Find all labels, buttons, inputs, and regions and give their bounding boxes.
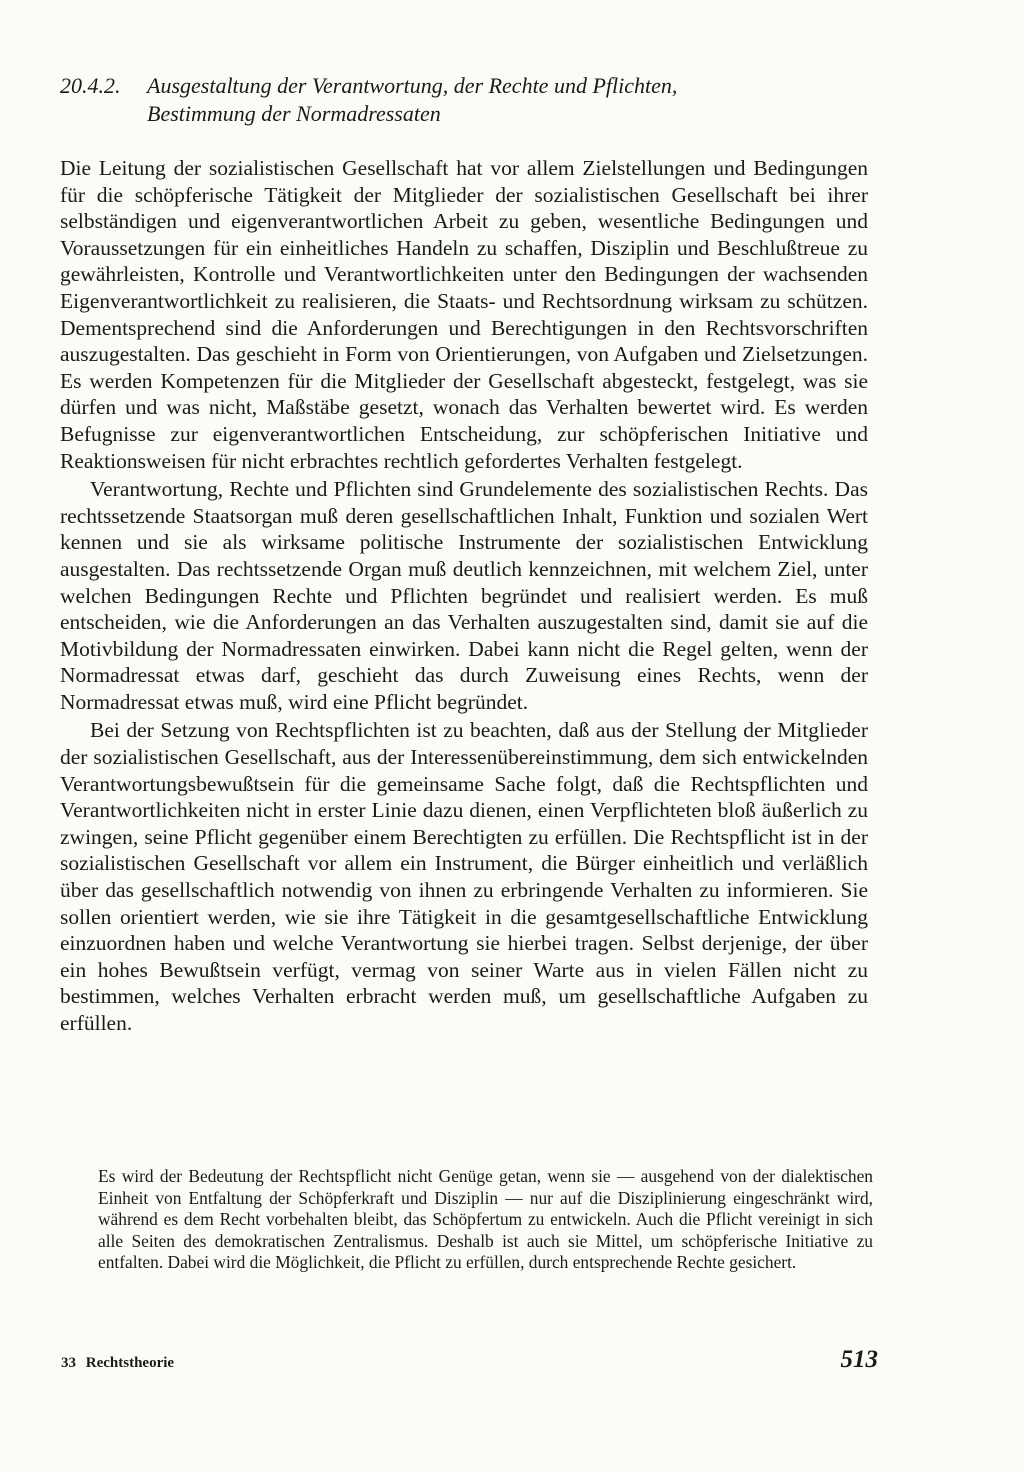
footer-signature [61,1355,174,1372]
section-title-line-1: Ausgestaltung der Verantwortung, der Rechte und Pflichten, [147,73,678,98]
book-title: Rechtstheorie [85,1355,175,1371]
page-number: 513 [840,1346,878,1373]
paragraph: Die Leitung der sozialistischen Gesellschaft hat vor allem Zielstellungen und Bedingungen für die schöpferische Tätigkeit der Mitglieder der sozialistischen Gesellschaft bei ihrer selbständigen und eigenverantwortlichen Arbeit zu geben, wesentliche Bedingungen und Voraussetzungen für ein einheitliches Handeln zu schaffen, Disziplin und Beschlußtreue zu gewährleisten, Kontrolle und Verantwortlichkeiten unter den Bedingungen der wachsenden Eigenverantwortlichkeit zu realisieren, die Staats- und Rechtsordnung wirksam zu schützen. Dementsprechend sind die Anforderungen und Berechtigungen in den Rechtsvorschriften auszugestalten. Das geschieht in Form von Orientierungen, von Aufgaben und Zielsetzungen. Es werden Kompetenzen für die Mitglieder der Gesellschaft abgesteckt, festgelegt, was sie dürfen und was nicht, Maßstäbe gesetzt, wonach das Verhalten bewertet wird. Es werden Befugnisse zur eigenverantwortlichen Entscheidung, zur schöpferischen Initiative und Reaktionsweisen für nicht erbrachtes rechtlich gefordertes Verhalten festgelegt. [60,156,868,473]
small-print-note [98,1166,873,1274]
section-number: 20.4.2. [60,73,121,98]
section-heading [60,72,880,128]
paragraph: Bei der Setzung von Rechtspflichten ist zu beachten, daß aus der Stellung der Mitglieder der sozialistischen Gesellschaft, aus der Interessenübereinstimmung, dem sich entwickelnden Verantwortungsbewußtsein für die gemeinsame Sache folgt, daß die Rechtspflichten und Verantwortlichkeiten nicht in erster Linie dazu dienen, einen Verpflichteten bloß äußerlich zu zwingen, seine Pflicht gegenüber einem Berechtigten zu erfüllen. Die Rechtspflicht ist in der sozialistischen Gesellschaft vor allem ein Instrument, die Bürger einheitlich und verläßlich über das gesellschaftlich notwendig von ihnen zu erbringende Verhalten zu informieren. Sie sollen orientiert werden, wie sie ihre Tätigkeit in die gesamtgesellschaftliche Entwicklung einzuordnen haben und welche Verantwortung sie hierbei tragen. Selbst derjenige, der über ein hohes Bewußtsein verfügt, vermag von seiner Warte aus in vielen Fällen nicht zu bestimmen, welches Verhalten erbracht werden muß, um gesellschaftliche Aufgaben zu erfüllen. [60,718,868,1035]
note-paragraph: Es wird der Bedeutung der Rechtspflicht nicht Genüge getan, wenn sie — ausgehend von der dialektischen Einheit von Entfaltung der Schöpferkraft und Disziplin — nur auf die Disziplinierung eingeschränkt wird, während es dem Recht vorbehalten bleibt, das Schöpfertum zu entwickeln. Auch die Pflicht vereinigt in sich alle Seiten des demokratischen Zentralismus. Deshalb ist auch sie Mittel, um schöpferische Initiative zu entfalten. Dabei wird die Möglichkeit, die Pflicht zu erfüllen, durch entsprechende Rechte gesichert. [98,1166,873,1273]
paragraph: Verantwortung, Rechte und Pflichten sind Grundelemente des sozialistischen Rechts. Das rechtssetzende Staatsorgan muß deren gesellschaftlichen Inhalt, Funktion und sozialen Wert kennen und sie als wirksame politische Instrumente der sozialistischen Entwicklung ausgestalten. Das rechtssetzende Organ muß deutlich kennzeichnen, mit welchem Ziel, unter welchen Bedingungen Rechte und Pflichten begründet und realisiert werden. Es muß entscheiden, wie die Anforderungen an das Verhalten auszugestalten sind, damit sie auf die Motivbildung der Normadressaten einwirken. Dabei kann nicht die Regel gelten, wenn der Normadressat etwas darf, geschieht das durch Zuweisung eines Rechts, wenn der Normadressat etwas muß, wird eine Pflicht begründet. [60,477,868,714]
section-title [147,72,880,128]
body-text [60,155,868,1039]
signature-mark: 33 [61,1355,76,1371]
section-title-line-2: Bestimmung der Normadressaten [147,101,441,126]
